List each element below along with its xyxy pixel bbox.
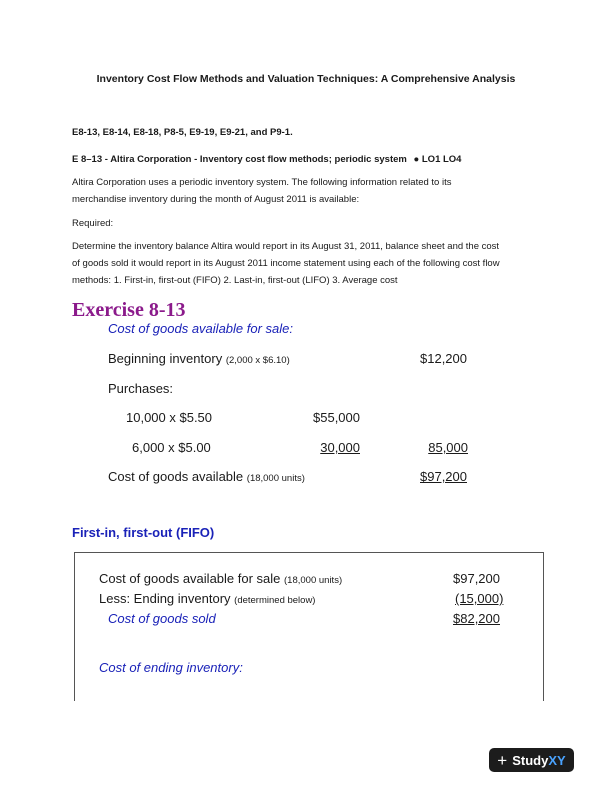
purchases-total: 85,000 [428, 440, 468, 455]
cost-available-label [108, 469, 305, 484]
exercise-heading-text: E 8–13 - Altira Corporation - Inventory cost flow methods; periodic system [72, 154, 407, 165]
fifo-ending-value: (15,000) [455, 591, 504, 606]
cost-available-text: Cost of goods available [108, 469, 244, 484]
badge-brand-b: XY [548, 752, 566, 768]
instructions-line-3: methods: 1. First-in, first-out (FIFO) 2. Last-in, first-out (LIFO) 3. Average cost [72, 275, 398, 286]
required-label: Required: [72, 218, 114, 229]
cost-available-note: (18,000 units) [246, 473, 305, 484]
badge-brand-a: Study [512, 752, 549, 768]
purchase-1-label: 10,000 x $5.50 [126, 410, 213, 425]
exercise-heading-lo: ● LO1 LO4 [413, 154, 462, 165]
instructions-line-1: Determine the inventory balance Altira would report in its August 31, 2011, balance sheet and the cost [72, 241, 500, 252]
intro-paragraph [72, 174, 542, 208]
exercise-heading [72, 154, 461, 165]
plus-icon: + [497, 750, 508, 770]
beginning-inventory-total: $12,200 [420, 351, 467, 366]
fifo-heading: First-in, first-out (FIFO) [72, 525, 215, 540]
fifo-ending-label [99, 591, 315, 606]
fifo-available-label [99, 571, 342, 586]
studyxy-badge[interactable] [489, 748, 574, 772]
fifo-available-text: Cost of goods available for sale [99, 571, 281, 586]
fifo-ending-note: (determined below) [234, 595, 316, 606]
instructions-line-2: of goods sold it would report in its August 2011 income statement using each of the following cost flow [72, 258, 500, 269]
fifo-cogs-label: Cost of goods sold [108, 611, 216, 626]
intro-line-2: merchandise inventory during the month of August 2011 is available: [72, 194, 360, 205]
beginning-inventory-note: (2,000 x $6.10) [225, 355, 290, 366]
fifo-available-note: (18,000 units) [284, 575, 343, 586]
cost-available-total: $97,200 [420, 469, 467, 484]
beginning-inventory-label [108, 351, 290, 366]
fifo-ending-cost-heading: Cost of ending inventory: [99, 660, 243, 675]
purchase-1-amount: $55,000 [313, 410, 360, 425]
exercise-list: E8-13, E8-14, E8-18, P8-5, E9-19, E9-21, and P9-1. [72, 127, 293, 138]
intro-line-1: Altira Corporation uses a periodic inventory system. The following information related to its [72, 177, 452, 188]
fifo-ending-text: Less: Ending inventory [99, 591, 231, 606]
page-title: Inventory Cost Flow Methods and Valuation Techniques: A Comprehensive Analysis [96, 73, 516, 85]
purchase-2-amount: 30,000 [320, 440, 360, 455]
beginning-inventory-text: Beginning inventory [108, 351, 223, 366]
exercise-title: Exercise 8-13 [72, 299, 186, 321]
fifo-available-value: $97,200 [453, 571, 500, 586]
fifo-cogs-value: $82,200 [453, 611, 500, 626]
cogs-available-heading: Cost of goods available for sale: [108, 321, 293, 336]
purchases-label: Purchases: [108, 381, 174, 396]
instructions-paragraph [72, 238, 542, 289]
purchase-2-label: 6,000 x $5.00 [132, 440, 211, 455]
